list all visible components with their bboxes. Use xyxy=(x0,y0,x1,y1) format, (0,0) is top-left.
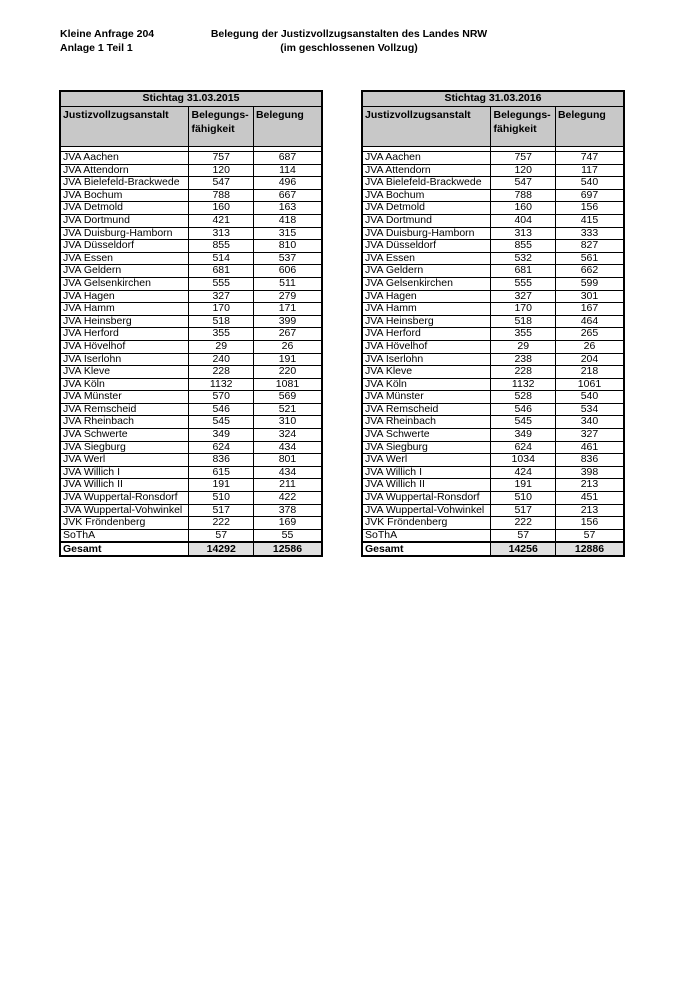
facility-name: JVA Remscheid xyxy=(362,403,491,416)
facility-name: JVA Willich II xyxy=(60,479,189,492)
facility-name: JVA Rheinbach xyxy=(60,416,189,429)
capacity-value: 514 xyxy=(189,252,253,265)
capacity-value: 855 xyxy=(189,240,253,253)
occupancy-value: 156 xyxy=(555,517,624,530)
occupancy-value: 461 xyxy=(555,441,624,454)
facility-name: JVA Bochum xyxy=(60,189,189,202)
table-row xyxy=(60,391,322,404)
occupancy-value: 340 xyxy=(555,416,624,429)
table-row xyxy=(362,353,624,366)
capacity-value: 757 xyxy=(189,152,253,165)
occupancy-value: 57 xyxy=(555,529,624,542)
facility-name: JVA Willich II xyxy=(362,479,491,492)
occupancy-value: 26 xyxy=(253,340,322,353)
table-row xyxy=(362,303,624,316)
facility-name: JVA Bochum xyxy=(362,189,491,202)
occupancy-value: 434 xyxy=(253,466,322,479)
column-header-occupancy: Belegung xyxy=(555,107,624,147)
capacity-value: 518 xyxy=(491,315,555,328)
table-row xyxy=(60,416,322,429)
occupancy-value: 218 xyxy=(555,366,624,379)
capacity-value: 29 xyxy=(189,340,253,353)
facility-name: JVA Herford xyxy=(60,328,189,341)
facility-name: JVA Detmold xyxy=(60,202,189,215)
capacity-value: 555 xyxy=(189,277,253,290)
occupancy-value: 55 xyxy=(253,529,322,542)
capacity-value: 546 xyxy=(189,403,253,416)
occupancy-value: 747 xyxy=(555,152,624,165)
occupancy-value: 836 xyxy=(555,454,624,467)
capacity-value: 57 xyxy=(189,529,253,542)
table-row xyxy=(60,328,322,341)
table-row xyxy=(362,466,624,479)
capacity-value: 327 xyxy=(189,290,253,303)
table-row xyxy=(60,517,322,530)
capacity-value: 681 xyxy=(189,265,253,278)
occupancy-value: 191 xyxy=(253,353,322,366)
table-row xyxy=(362,504,624,517)
occupancy-value: 606 xyxy=(253,265,322,278)
table-row xyxy=(362,441,624,454)
table-row xyxy=(60,403,322,416)
total-label: Gesamt xyxy=(362,542,491,556)
capacity-value: 836 xyxy=(189,454,253,467)
facility-name: JVA Attendorn xyxy=(60,164,189,177)
capacity-value: 160 xyxy=(189,202,253,215)
facility-name: JVA Rheinbach xyxy=(362,416,491,429)
title-sub: (im geschlossenen Vollzug) xyxy=(280,42,418,54)
occupancy-value: 301 xyxy=(555,290,624,303)
table-row xyxy=(60,353,322,366)
facility-name: JVA Kleve xyxy=(60,366,189,379)
table-row xyxy=(362,378,624,391)
occupancy-value: 415 xyxy=(555,214,624,227)
capacity-value: 555 xyxy=(491,277,555,290)
facility-name: JVA Bielefeld-Brackwede xyxy=(362,177,491,190)
occupancy-value: 213 xyxy=(555,504,624,517)
column-header-capacity xyxy=(189,107,253,147)
table-row xyxy=(60,429,322,442)
table-row xyxy=(362,429,624,442)
table-row xyxy=(60,466,322,479)
facility-name: JVA Heinsberg xyxy=(60,315,189,328)
capacity-value: 170 xyxy=(491,303,555,316)
table-row xyxy=(362,403,624,416)
capacity-value: 120 xyxy=(491,164,555,177)
capacity-header-line2: fähigkeit xyxy=(191,123,235,135)
facility-name: JVA Willich I xyxy=(362,466,491,479)
facility-name: JVA Bielefeld-Brackwede xyxy=(60,177,189,190)
facility-name: JVA Gelsenkirchen xyxy=(60,277,189,290)
capacity-value: 757 xyxy=(491,152,555,165)
column-header-name: Justizvollzugsanstalt xyxy=(362,107,491,147)
facility-name: JVA Detmold xyxy=(362,202,491,215)
table-row xyxy=(362,391,624,404)
occupancy-value: 540 xyxy=(555,177,624,190)
capacity-value: 404 xyxy=(491,214,555,227)
capacity-value: 327 xyxy=(491,290,555,303)
table-row xyxy=(362,315,624,328)
capacity-value: 788 xyxy=(491,189,555,202)
occupancy-value: 315 xyxy=(253,227,322,240)
facility-name: JVA Werl xyxy=(362,454,491,467)
occupancy-value: 534 xyxy=(555,403,624,416)
facility-name: JVA Iserlohn xyxy=(362,353,491,366)
occupancy-value: 333 xyxy=(555,227,624,240)
document-title xyxy=(208,27,490,55)
facility-name: JVA Hagen xyxy=(60,290,189,303)
inquiry-number: Kleine Anfrage 204 xyxy=(60,28,155,40)
table-row xyxy=(362,277,624,290)
occupancy-value: 378 xyxy=(253,504,322,517)
table-row xyxy=(60,265,322,278)
occupancy-value: 167 xyxy=(555,303,624,316)
title-main: Belegung der Justizvollzugsanstalten des Landes NRW xyxy=(210,28,488,40)
total-occupancy: 12586 xyxy=(253,542,322,556)
table-row xyxy=(60,227,322,240)
occupancy-value: 265 xyxy=(555,328,624,341)
table-row xyxy=(362,328,624,341)
capacity-value: 222 xyxy=(491,517,555,530)
table-row xyxy=(60,152,322,165)
table-row xyxy=(362,240,624,253)
occupancy-value: 511 xyxy=(253,277,322,290)
table-row xyxy=(60,492,322,505)
capacity-value: 160 xyxy=(491,202,555,215)
table-body xyxy=(60,152,322,543)
capacity-value: 615 xyxy=(189,466,253,479)
capacity-value: 1132 xyxy=(491,378,555,391)
facility-name: JVA Essen xyxy=(362,252,491,265)
table-row xyxy=(362,517,624,530)
occupancy-value: 267 xyxy=(253,328,322,341)
total-occupancy: 12886 xyxy=(555,542,624,556)
capacity-header-line1: Belegungs- xyxy=(493,109,551,121)
capacity-value: 788 xyxy=(189,189,253,202)
facility-name: JVA Köln xyxy=(362,378,491,391)
occupancy-value: 169 xyxy=(253,517,322,530)
table-row xyxy=(362,290,624,303)
capacity-value: 545 xyxy=(189,416,253,429)
occupancy-value: 599 xyxy=(555,277,624,290)
facility-name: JVA Remscheid xyxy=(60,403,189,416)
capacity-value: 349 xyxy=(189,429,253,442)
capacity-header-line2: fähigkeit xyxy=(493,123,537,135)
occupancy-value: 220 xyxy=(253,366,322,379)
table-row xyxy=(60,189,322,202)
table-row xyxy=(60,479,322,492)
capacity-value: 228 xyxy=(189,366,253,379)
attachment-label: Anlage 1 Teil 1 xyxy=(60,42,133,54)
capacity-value: 120 xyxy=(189,164,253,177)
table-row xyxy=(362,492,624,505)
occupancy-value: 434 xyxy=(253,441,322,454)
facility-name: JVA Düsseldorf xyxy=(60,240,189,253)
facility-name: JVA Wuppertal-Vohwinkel xyxy=(362,504,491,517)
table-row xyxy=(362,529,624,542)
table-row xyxy=(60,529,322,542)
facility-name: JVA Geldern xyxy=(362,265,491,278)
table-row xyxy=(362,214,624,227)
capacity-value: 228 xyxy=(491,366,555,379)
capacity-header-line1: Belegungs- xyxy=(191,109,249,121)
facility-name: JVA Münster xyxy=(362,391,491,404)
capacity-value: 170 xyxy=(189,303,253,316)
capacity-value: 624 xyxy=(189,441,253,454)
facility-name: JVA Dortmund xyxy=(60,214,189,227)
table-row xyxy=(60,378,322,391)
occupancy-value: 398 xyxy=(555,466,624,479)
occupancy-value: 26 xyxy=(555,340,624,353)
capacity-value: 29 xyxy=(491,340,555,353)
stichtag-heading: Stichtag 31.03.2015 xyxy=(60,91,322,107)
table-row xyxy=(60,214,322,227)
facility-name: JVA Kleve xyxy=(362,366,491,379)
occupancy-value: 464 xyxy=(555,315,624,328)
table-row xyxy=(362,164,624,177)
table-row xyxy=(60,315,322,328)
occupancy-value: 279 xyxy=(253,290,322,303)
facility-name: JVA Siegburg xyxy=(362,441,491,454)
capacity-value: 191 xyxy=(189,479,253,492)
total-capacity: 14292 xyxy=(189,542,253,556)
occupancy-table-2016 xyxy=(361,90,625,557)
table-row xyxy=(60,252,322,265)
occupancy-value: 687 xyxy=(253,152,322,165)
facility-name: JVA Hagen xyxy=(362,290,491,303)
facility-name: JVA Hövelhof xyxy=(362,340,491,353)
facility-name: JVA Düsseldorf xyxy=(362,240,491,253)
capacity-value: 238 xyxy=(491,353,555,366)
capacity-value: 624 xyxy=(491,441,555,454)
occupancy-value: 204 xyxy=(555,353,624,366)
occupancy-value: 310 xyxy=(253,416,322,429)
facility-name: JVA Hövelhof xyxy=(60,340,189,353)
facility-name: JVA Münster xyxy=(60,391,189,404)
capacity-value: 855 xyxy=(491,240,555,253)
table-row xyxy=(362,340,624,353)
facility-name: JVA Aachen xyxy=(362,152,491,165)
capacity-value: 240 xyxy=(189,353,253,366)
capacity-value: 355 xyxy=(189,328,253,341)
facility-name: JVA Geldern xyxy=(60,265,189,278)
capacity-value: 1034 xyxy=(491,454,555,467)
occupancy-value: 827 xyxy=(555,240,624,253)
capacity-value: 510 xyxy=(189,492,253,505)
capacity-value: 349 xyxy=(491,429,555,442)
capacity-value: 681 xyxy=(491,265,555,278)
facility-name: JVA Willich I xyxy=(60,466,189,479)
facility-name: JVK Fröndenberg xyxy=(362,517,491,530)
table-row xyxy=(60,504,322,517)
occupancy-value: 418 xyxy=(253,214,322,227)
occupancy-value: 801 xyxy=(253,454,322,467)
capacity-value: 547 xyxy=(189,177,253,190)
occupancy-value: 399 xyxy=(253,315,322,328)
capacity-value: 546 xyxy=(491,403,555,416)
stichtag-heading: Stichtag 31.03.2016 xyxy=(362,91,624,107)
table-row xyxy=(362,416,624,429)
total-label: Gesamt xyxy=(60,542,189,556)
occupancy-value: 1061 xyxy=(555,378,624,391)
capacity-value: 517 xyxy=(189,504,253,517)
facility-name: JVA Herford xyxy=(362,328,491,341)
table-row xyxy=(362,152,624,165)
facility-name: JVA Wuppertal-Vohwinkel xyxy=(60,504,189,517)
facility-name: JVA Dortmund xyxy=(362,214,491,227)
occupancy-value: 496 xyxy=(253,177,322,190)
table-row xyxy=(362,479,624,492)
table-row xyxy=(362,454,624,467)
capacity-value: 313 xyxy=(491,227,555,240)
occupancy-value: 422 xyxy=(253,492,322,505)
table-row xyxy=(60,303,322,316)
capacity-value: 222 xyxy=(189,517,253,530)
document-reference xyxy=(60,27,154,55)
table-row xyxy=(60,177,322,190)
table-row xyxy=(60,202,322,215)
table-row xyxy=(362,202,624,215)
facility-name: JVA Schwerte xyxy=(60,429,189,442)
total-row xyxy=(362,542,624,556)
occupancy-value: 156 xyxy=(555,202,624,215)
total-row xyxy=(60,542,322,556)
capacity-value: 1132 xyxy=(189,378,253,391)
capacity-value: 424 xyxy=(491,466,555,479)
capacity-value: 547 xyxy=(491,177,555,190)
occupancy-value: 114 xyxy=(253,164,322,177)
table-row xyxy=(362,177,624,190)
occupancy-value: 667 xyxy=(253,189,322,202)
occupancy-value: 211 xyxy=(253,479,322,492)
occupancy-value: 324 xyxy=(253,429,322,442)
occupancy-value: 171 xyxy=(253,303,322,316)
occupancy-value: 117 xyxy=(555,164,624,177)
facility-name: JVA Duisburg-Hamborn xyxy=(60,227,189,240)
facility-name: JVA Attendorn xyxy=(362,164,491,177)
total-capacity: 14256 xyxy=(491,542,555,556)
table-row xyxy=(60,454,322,467)
occupancy-value: 521 xyxy=(253,403,322,416)
table-row xyxy=(60,240,322,253)
column-header-capacity xyxy=(491,107,555,147)
facility-name: JVA Essen xyxy=(60,252,189,265)
occupancy-value: 213 xyxy=(555,479,624,492)
capacity-value: 191 xyxy=(491,479,555,492)
facility-name: JVA Wuppertal-Ronsdorf xyxy=(60,492,189,505)
occupancy-value: 540 xyxy=(555,391,624,404)
occupancy-value: 537 xyxy=(253,252,322,265)
capacity-value: 57 xyxy=(491,529,555,542)
occupancy-table-2015 xyxy=(59,90,323,557)
capacity-value: 510 xyxy=(491,492,555,505)
table-row xyxy=(362,252,624,265)
capacity-value: 528 xyxy=(491,391,555,404)
occupancy-value: 163 xyxy=(253,202,322,215)
facility-name: JVA Wuppertal-Ronsdorf xyxy=(362,492,491,505)
column-header-occupancy: Belegung xyxy=(253,107,322,147)
occupancy-value: 451 xyxy=(555,492,624,505)
table-row xyxy=(60,441,322,454)
facility-name: JVA Iserlohn xyxy=(60,353,189,366)
facility-name: JVA Hamm xyxy=(60,303,189,316)
occupancy-value: 697 xyxy=(555,189,624,202)
facility-name: JVA Heinsberg xyxy=(362,315,491,328)
table-row xyxy=(362,265,624,278)
occupancy-value: 327 xyxy=(555,429,624,442)
facility-name: JVA Gelsenkirchen xyxy=(362,277,491,290)
capacity-value: 518 xyxy=(189,315,253,328)
facility-name: SoThA xyxy=(362,529,491,542)
facility-name: JVA Aachen xyxy=(60,152,189,165)
capacity-value: 545 xyxy=(491,416,555,429)
facility-name: JVA Hamm xyxy=(362,303,491,316)
facility-name: JVK Fröndenberg xyxy=(60,517,189,530)
table-body xyxy=(362,152,624,543)
occupancy-value: 1081 xyxy=(253,378,322,391)
facility-name: JVA Köln xyxy=(60,378,189,391)
occupancy-value: 569 xyxy=(253,391,322,404)
capacity-value: 355 xyxy=(491,328,555,341)
capacity-value: 532 xyxy=(491,252,555,265)
facility-name: SoThA xyxy=(60,529,189,542)
capacity-value: 421 xyxy=(189,214,253,227)
facility-name: JVA Werl xyxy=(60,454,189,467)
table-row xyxy=(60,366,322,379)
facility-name: JVA Duisburg-Hamborn xyxy=(362,227,491,240)
capacity-value: 570 xyxy=(189,391,253,404)
capacity-value: 517 xyxy=(491,504,555,517)
occupancy-value: 810 xyxy=(253,240,322,253)
table-row xyxy=(60,340,322,353)
occupancy-value: 561 xyxy=(555,252,624,265)
table-row xyxy=(60,290,322,303)
capacity-value: 313 xyxy=(189,227,253,240)
table-row xyxy=(362,366,624,379)
facility-name: JVA Schwerte xyxy=(362,429,491,442)
table-row xyxy=(60,164,322,177)
table-row xyxy=(362,227,624,240)
table-row xyxy=(60,277,322,290)
occupancy-value: 662 xyxy=(555,265,624,278)
column-header-name: Justizvollzugsanstalt xyxy=(60,107,189,147)
table-row xyxy=(362,189,624,202)
facility-name: JVA Siegburg xyxy=(60,441,189,454)
